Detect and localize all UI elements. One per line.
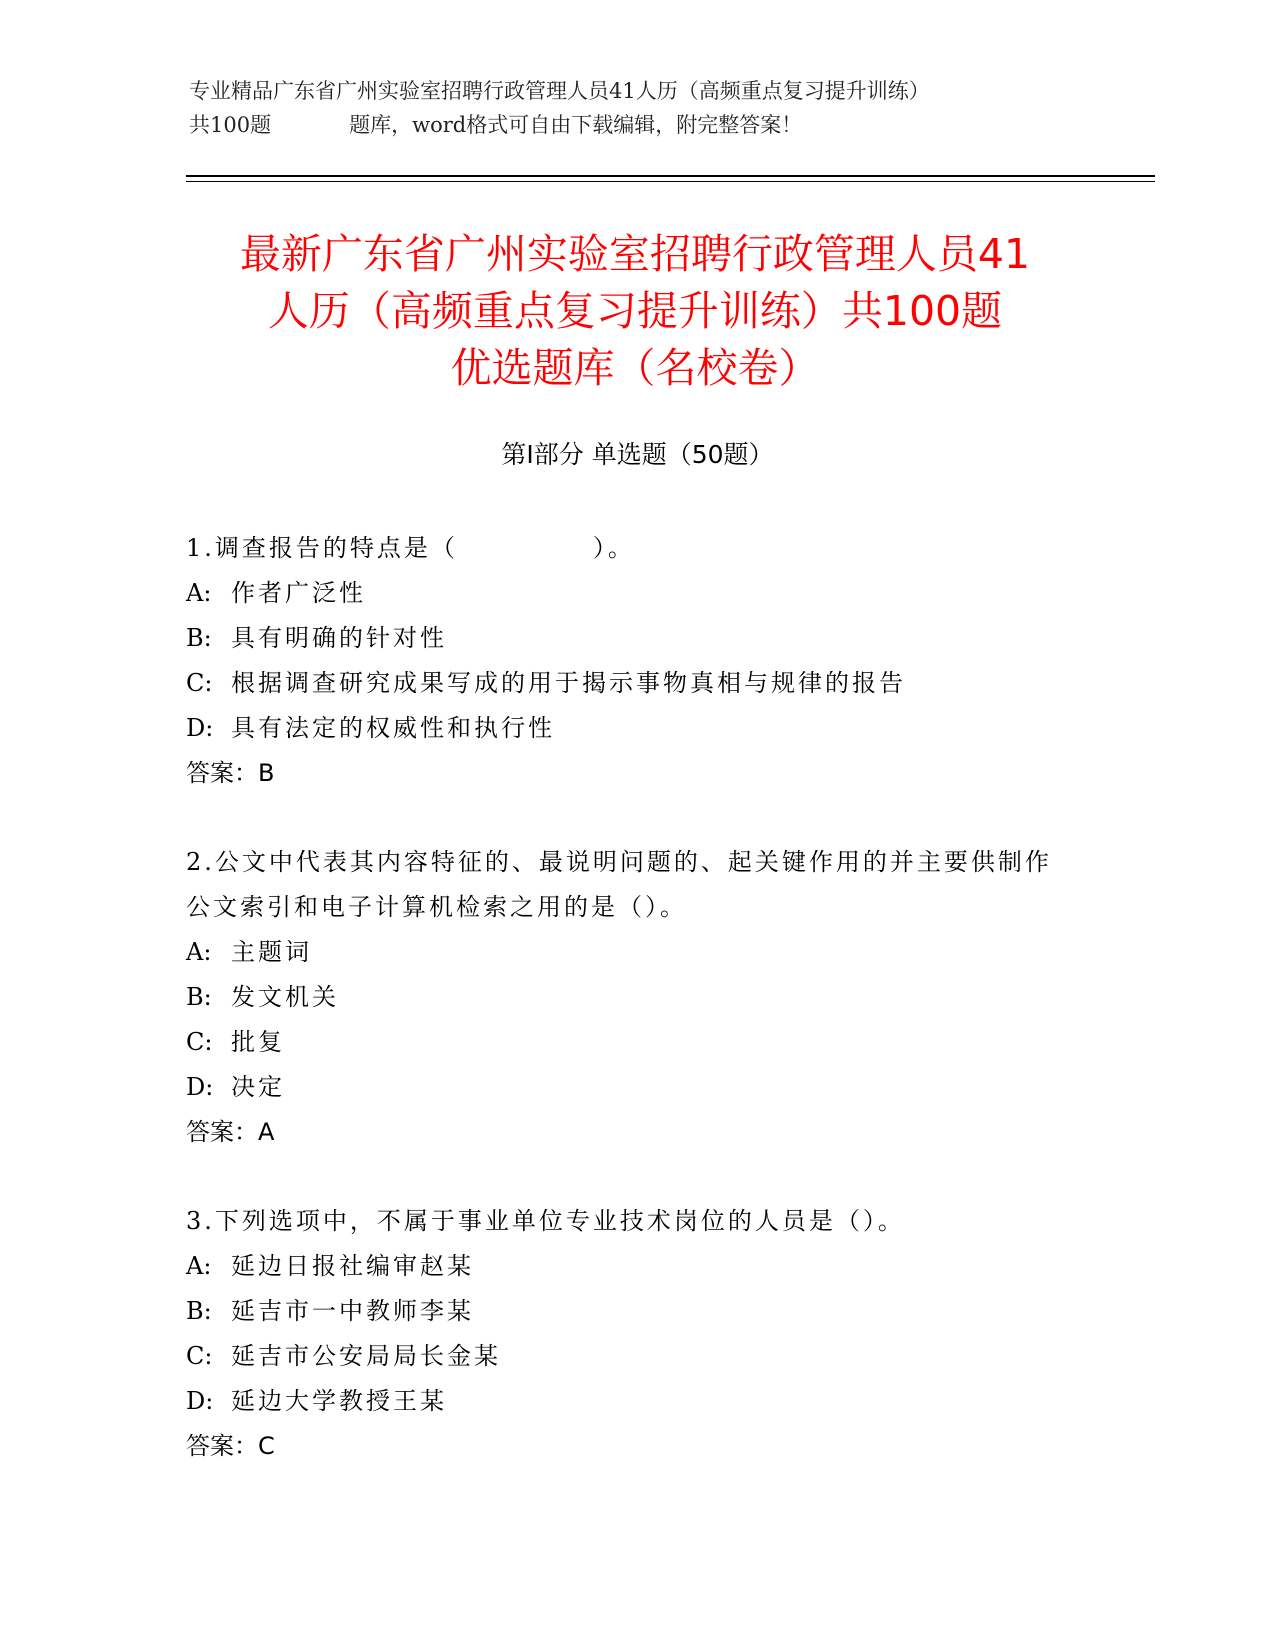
option-text: 具有明确的针对性 [231, 624, 447, 652]
question-item [186, 526, 1066, 796]
header-line-1: 专业精品广东省广州实验室招聘行政管理人员41人历（高频重点复习提升训练） [189, 79, 930, 103]
question-item [186, 840, 1066, 1155]
title-line-2: 人历（高频重点复习提升训练）共100题 [267, 287, 1003, 335]
option-text: 发文机关 [231, 983, 339, 1011]
question-stem: 3.下列选项中，不属于事业单位专业技术岗位的人员是（）。 [186, 1207, 905, 1235]
document-header [189, 74, 1089, 142]
option-text: 延吉市公安局局长金某 [231, 1342, 501, 1370]
option-label: B: [186, 983, 212, 1011]
question-stem: 1.调查报告的特点是（ ）。 [186, 534, 635, 562]
header-divider-thick [186, 175, 1155, 177]
option-a [186, 1244, 1066, 1289]
question-list [186, 526, 1066, 1513]
header-line-2 [189, 108, 1089, 142]
option-text: 延边日报社编审赵某 [231, 1252, 474, 1280]
option-text: 作者广泛性 [231, 579, 366, 607]
option-label: D: [186, 1387, 214, 1415]
document-title [170, 226, 1100, 397]
option-d [186, 706, 1066, 751]
option-label: C: [186, 1342, 213, 1370]
header-line-2-right: 题库，word格式可自由下载编辑，附完整答案！ [349, 113, 803, 137]
option-label: C: [186, 669, 213, 697]
option-a [186, 930, 1066, 975]
option-text: 根据调查研究成果写成的用于揭示事物真相与规律的报告 [231, 669, 906, 697]
option-b [186, 1289, 1066, 1334]
title-line-1: 最新广东省广州实验室招聘行政管理人员41 [239, 230, 1031, 278]
option-label: A: [186, 1252, 212, 1280]
option-b [186, 975, 1066, 1020]
question-stem: 2.公文中代表其内容特征的、最说明问题的、起关键作用的并主要供制作公文索引和电子计算机检索之用的是（）。 [186, 848, 1052, 921]
option-d [186, 1065, 1066, 1110]
option-text: 批复 [231, 1028, 285, 1056]
option-label: A: [186, 579, 212, 607]
option-c [186, 661, 1066, 706]
option-text: 延吉市一中教师李某 [231, 1297, 474, 1325]
option-text: 具有法定的权威性和执行性 [231, 714, 555, 742]
answer-line: 答案：C [186, 1432, 275, 1460]
section-title: 第Ⅰ部分 单选题（50题） [501, 440, 774, 469]
option-a [186, 571, 1066, 616]
option-c [186, 1334, 1066, 1379]
title-line-3: 优选题库（名校卷） [450, 344, 820, 392]
option-c [186, 1020, 1066, 1065]
option-text: 决定 [231, 1073, 285, 1101]
answer-line: 答案：B [186, 759, 275, 787]
option-label: A: [186, 938, 212, 966]
header-divider-thin [186, 181, 1155, 182]
option-label: B: [186, 1297, 212, 1325]
question-item [186, 1199, 1066, 1469]
option-label: B: [186, 624, 212, 652]
option-text: 延边大学教授王某 [231, 1387, 447, 1415]
header-line-2-left: 共100题 [189, 113, 272, 137]
option-d [186, 1379, 1066, 1424]
answer-line: 答案：A [186, 1118, 275, 1146]
option-text: 主题词 [231, 938, 312, 966]
option-label: C: [186, 1028, 213, 1056]
option-label: D: [186, 1073, 214, 1101]
option-label: D: [186, 714, 214, 742]
option-b [186, 616, 1066, 661]
